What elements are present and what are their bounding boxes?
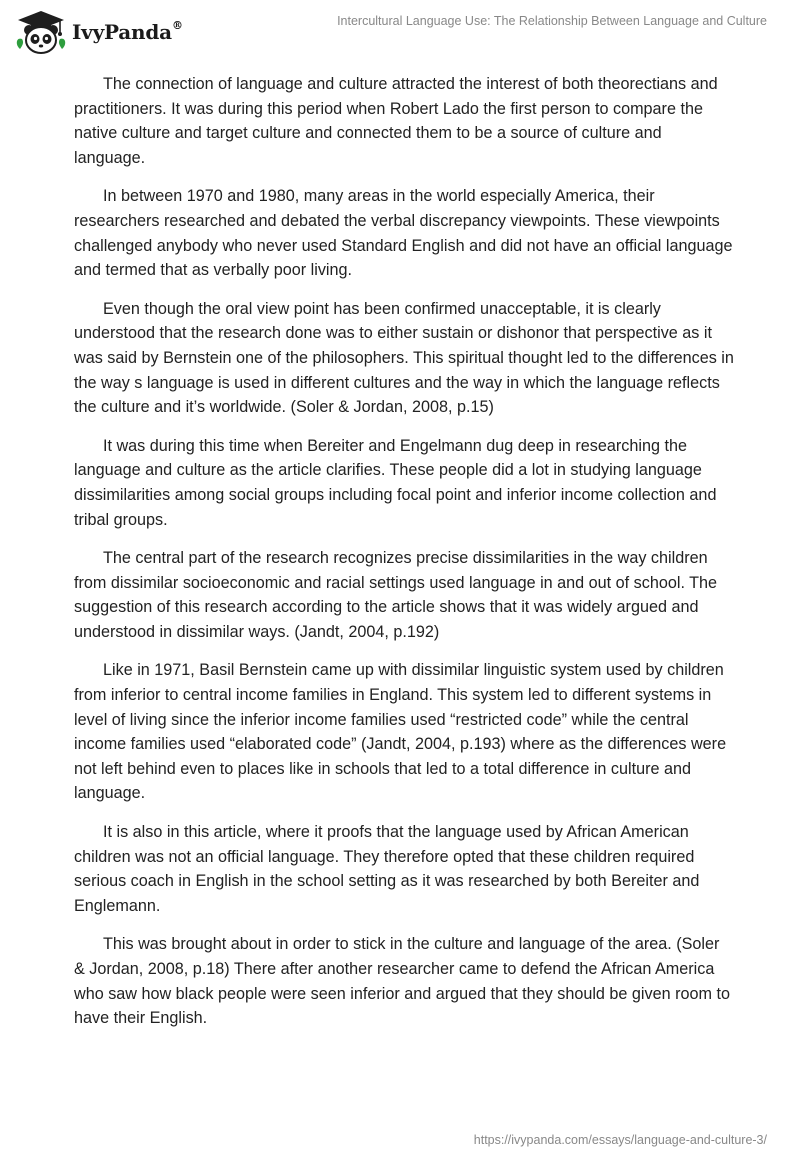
paragraph: It was during this time when Bereiter and Engelmann dug deep in researching the language and culture as the article clarifies. These people did a lot in studying language dissimilarities among social groups including focal point and inferior income collection and tribal groups. xyxy=(74,436,717,529)
paragraph: Like in 1971, Basil Bernstein came up with dissimilar linguistic system used by children from inferior to central income families in England. This system led to different systems in level of living since the inferior income families used “restricted code” while the central income families used “elaborated code” (Jandt, 2004, p.193) where as the differences were not left behind even to places like in schools that led to a total difference in culture and language. xyxy=(74,661,727,803)
essay-body xyxy=(74,72,734,1045)
paragraph: It is also in this article, where it proofs that the language used by African American children was not an official language. They therefore opted that these children required serious coach in English in the school setting as it was researched by both Bereiter and Englemann. xyxy=(74,823,700,915)
paragraph: In between 1970 and 1980, many areas in the world especially America, their researchers researched and debated the verbal discrepancy viewpoints. These viewpoints challenged anybody who never used Standard English and did not have an official language and termed that as verbally poor living. xyxy=(74,187,733,280)
paragraph: The central part of the research recognizes precise dissimilarities in the way children from dissimilar socioeconomic and racial settings used language in and out of school. The suggestion of this research according to the article shows that it was widely argued and understood in dissimilar ways. (Jandt, 2004, p.192) xyxy=(74,549,718,641)
paragraph: The connection of language and culture attracted the interest of both theorectians and practitioners. It was during this period when Robert Lado the first person to compare the native culture and target culture and connected them to be a source of culture and language. xyxy=(74,75,718,167)
paragraph: Even though the oral view point has been confirmed unacceptable, it is clearly understood that the research done was to either sustain or dishonor that perspective as it was said by Bernstein one of the philosophers. This spiritual thought led to the differences in the way s language is used in different cultures and the way in which the language reflects the culture and it’s worldwide. (Soler & Jordan, 2008, p.15) xyxy=(74,299,734,417)
panda-graduate-icon xyxy=(14,9,68,55)
paragraph: This was brought about in order to stick in the culture and language of the area. (Soler & Jordan, 2008, p.18) There after another researcher came to defend the African America who saw how black people were seen inferior and argued that they should be given room to have their English. xyxy=(74,935,730,1028)
document-title: Intercultural Language Use: The Relationship Between Language and Culture xyxy=(337,14,767,28)
page-header xyxy=(0,0,800,60)
ivypanda-logo[interactable] xyxy=(14,9,183,55)
logo-wordmark: IvyPanda® xyxy=(72,19,183,44)
source-url[interactable]: https://ivypanda.com/essays/language-and-culture-3/ xyxy=(473,1133,767,1147)
